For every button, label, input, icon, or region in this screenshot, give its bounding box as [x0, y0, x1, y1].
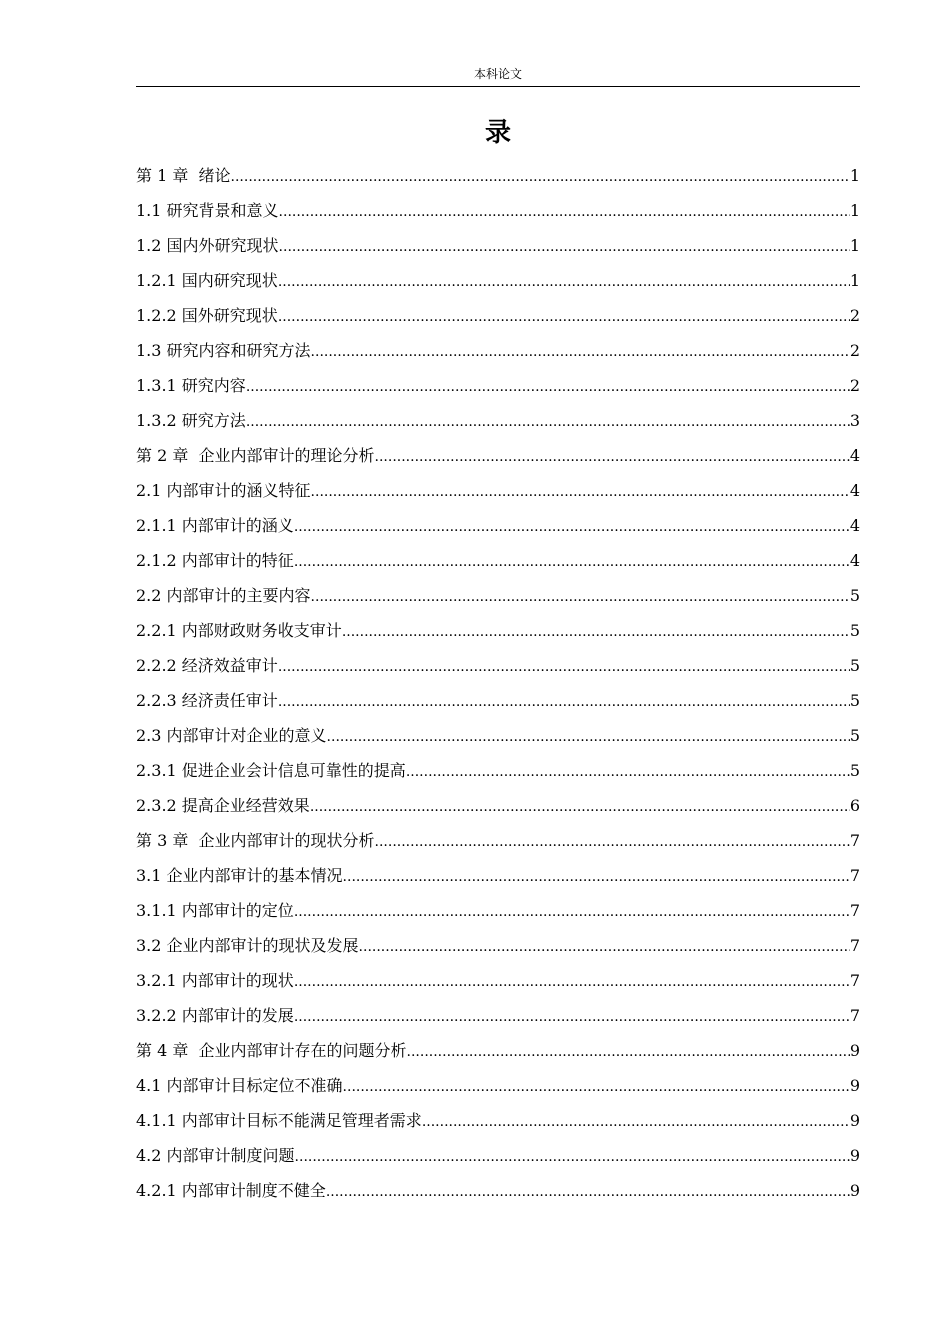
toc-entry-page-number: 9 — [849, 1041, 860, 1060]
toc-dot-leader — [342, 615, 850, 650]
toc-entry-label: 2.2 内部审计的主要内容 — [136, 586, 311, 605]
toc-entry-label: 3.1.1 内部审计的定位 — [136, 901, 294, 920]
toc-entry-label: 3.2.2 内部审计的发展 — [136, 1006, 294, 1025]
toc-entry-label: 2.3 内部审计对企业的意义 — [136, 726, 327, 745]
toc-entry-page-number: 7 — [849, 831, 860, 850]
toc-entry-page-number: 4 — [849, 516, 860, 535]
toc-entry-page-number: 2 — [849, 306, 860, 325]
table-of-contents — [136, 158, 860, 1208]
toc-dot-leader — [343, 860, 850, 895]
toc-dot-leader — [327, 720, 850, 755]
toc-dot-leader — [294, 965, 850, 1000]
toc-entry-page-number: 5 — [849, 761, 860, 780]
toc-entry-page-number: 4 — [849, 551, 860, 570]
toc-dot-leader — [278, 650, 850, 685]
toc-entry-label: 3.1 企业内部审计的基本情况 — [136, 866, 343, 885]
toc-dot-leader — [375, 440, 850, 475]
toc-entry[interactable] — [136, 228, 860, 263]
toc-entry[interactable] — [136, 193, 860, 228]
toc-entry-label: 1.2.1 国内研究现状 — [136, 271, 278, 290]
toc-entry[interactable] — [136, 438, 860, 473]
toc-dot-leader — [311, 475, 850, 510]
toc-entry-page-number: 9 — [849, 1181, 860, 1200]
toc-entry-page-number: 1 — [849, 236, 860, 255]
toc-entry[interactable] — [136, 683, 860, 718]
toc-dot-leader — [294, 895, 850, 930]
toc-entry-page-number: 6 — [849, 796, 860, 815]
toc-entry-page-number: 3 — [849, 411, 860, 430]
toc-entry-label: 2.2.1 内部财政财务收支审计 — [136, 621, 342, 640]
toc-dot-leader — [231, 160, 850, 195]
toc-entry[interactable] — [136, 333, 860, 368]
toc-entry[interactable] — [136, 1033, 860, 1068]
toc-dot-leader — [294, 1000, 850, 1035]
toc-dot-leader — [246, 405, 850, 440]
toc-entry-page-number: 5 — [849, 586, 860, 605]
toc-entry[interactable] — [136, 578, 860, 613]
toc-entry-page-number: 7 — [849, 971, 860, 990]
toc-entry[interactable] — [136, 718, 860, 753]
toc-dot-leader — [294, 510, 850, 545]
toc-title: 录 — [484, 118, 511, 148]
toc-dot-leader — [278, 300, 850, 335]
toc-dot-leader — [279, 195, 850, 230]
toc-entry[interactable] — [136, 858, 860, 893]
toc-entry[interactable] — [136, 1103, 860, 1138]
toc-entry-label: 第 4 章 企业内部审计存在的问题分析 — [136, 1041, 407, 1060]
toc-entry[interactable] — [136, 753, 860, 788]
toc-entry[interactable] — [136, 368, 860, 403]
toc-entry-label: 1.3.1 研究内容 — [136, 376, 246, 395]
toc-entry-page-number: 5 — [849, 691, 860, 710]
toc-entry-label: 第 1 章 绪论 — [136, 166, 231, 185]
toc-entry-label: 第 3 章 企业内部审计的现状分析 — [136, 831, 375, 850]
toc-entry[interactable] — [136, 998, 860, 1033]
toc-dot-leader — [294, 545, 850, 580]
toc-entry[interactable] — [136, 823, 860, 858]
toc-entry-label: 2.2.2 经济效益审计 — [136, 656, 278, 675]
toc-entry[interactable] — [136, 893, 860, 928]
toc-entry-label: 2.1.2 内部审计的特征 — [136, 551, 294, 570]
toc-dot-leader — [407, 1035, 850, 1070]
toc-entry[interactable] — [136, 963, 860, 998]
toc-dot-leader — [278, 685, 850, 720]
toc-entry-page-number: 5 — [849, 656, 860, 675]
toc-entry-page-number: 5 — [849, 726, 860, 745]
toc-entry[interactable] — [136, 613, 860, 648]
toc-dot-leader — [343, 1070, 850, 1105]
toc-dot-leader — [310, 790, 850, 825]
toc-dot-leader — [295, 1140, 850, 1175]
toc-dot-leader — [311, 580, 850, 615]
page-header: 本科论文 — [473, 67, 522, 81]
toc-entry-label: 4.2 内部审计制度问题 — [136, 1146, 295, 1165]
toc-entry-label: 1.3.2 研究方法 — [136, 411, 246, 430]
toc-entry-label: 1.2.2 国外研究现状 — [136, 306, 278, 325]
toc-entry-page-number: 7 — [849, 936, 860, 955]
toc-entry-label: 4.2.1 内部审计制度不健全 — [136, 1181, 326, 1200]
toc-entry-label: 1.1 研究背景和意义 — [136, 201, 279, 220]
toc-entry[interactable] — [136, 263, 860, 298]
toc-entry-page-number: 9 — [849, 1076, 860, 1095]
toc-entry-label: 3.2 企业内部审计的现状及发展 — [136, 936, 359, 955]
toc-dot-leader — [326, 1175, 850, 1210]
toc-entry-page-number: 7 — [849, 1006, 860, 1025]
toc-entry-label: 4.1 内部审计目标定位不准确 — [136, 1076, 343, 1095]
toc-entry-label: 2.3.1 促进企业会计信息可靠性的提高 — [136, 761, 406, 780]
toc-entry-page-number: 4 — [849, 446, 860, 465]
toc-entry[interactable] — [136, 508, 860, 543]
header-rule — [136, 86, 860, 87]
toc-entry[interactable] — [136, 788, 860, 823]
toc-entry-label: 2.2.3 经济责任审计 — [136, 691, 278, 710]
toc-dot-leader — [311, 335, 850, 370]
toc-entry[interactable] — [136, 298, 860, 333]
toc-dot-leader — [246, 370, 850, 405]
toc-entry-label: 第 2 章 企业内部审计的理论分析 — [136, 446, 375, 465]
toc-entry[interactable] — [136, 543, 860, 578]
toc-dot-leader — [278, 265, 850, 300]
toc-entry-page-number: 9 — [849, 1111, 860, 1130]
toc-entry-label: 2.3.2 提高企业经营效果 — [136, 796, 310, 815]
toc-entry-page-number: 7 — [849, 866, 860, 885]
toc-entry-page-number: 1 — [849, 201, 860, 220]
toc-entry[interactable] — [136, 158, 860, 193]
toc-entry[interactable] — [136, 1138, 860, 1173]
toc-entry-page-number: 2 — [849, 376, 860, 395]
toc-dot-leader — [422, 1105, 850, 1140]
toc-entry-label: 3.2.1 内部审计的现状 — [136, 971, 294, 990]
toc-entry-page-number: 4 — [849, 481, 860, 500]
toc-entry-page-number: 7 — [849, 901, 860, 920]
toc-entry[interactable] — [136, 1173, 860, 1208]
toc-entry-page-number: 9 — [849, 1146, 860, 1165]
toc-entry-label: 1.2 国内外研究现状 — [136, 236, 279, 255]
toc-entry[interactable] — [136, 473, 860, 508]
toc-entry-label: 1.3 研究内容和研究方法 — [136, 341, 311, 360]
toc-entry-label: 2.1.1 内部审计的涵义 — [136, 516, 294, 535]
toc-entry-label: 2.1 内部审计的涵义特征 — [136, 481, 311, 500]
toc-entry-page-number: 2 — [849, 341, 860, 360]
toc-entry[interactable] — [136, 403, 860, 438]
toc-entry[interactable] — [136, 928, 860, 963]
toc-dot-leader — [375, 825, 850, 860]
toc-dot-leader — [279, 230, 850, 265]
toc-entry-page-number: 1 — [849, 166, 860, 185]
toc-entry-page-number: 1 — [849, 271, 860, 290]
toc-entry[interactable] — [136, 648, 860, 683]
toc-dot-leader — [359, 930, 850, 965]
toc-dot-leader — [406, 755, 850, 790]
toc-entry-page-number: 5 — [849, 621, 860, 640]
toc-entry[interactable] — [136, 1068, 860, 1103]
toc-entry-label: 4.1.1 内部审计目标不能满足管理者需求 — [136, 1111, 422, 1130]
